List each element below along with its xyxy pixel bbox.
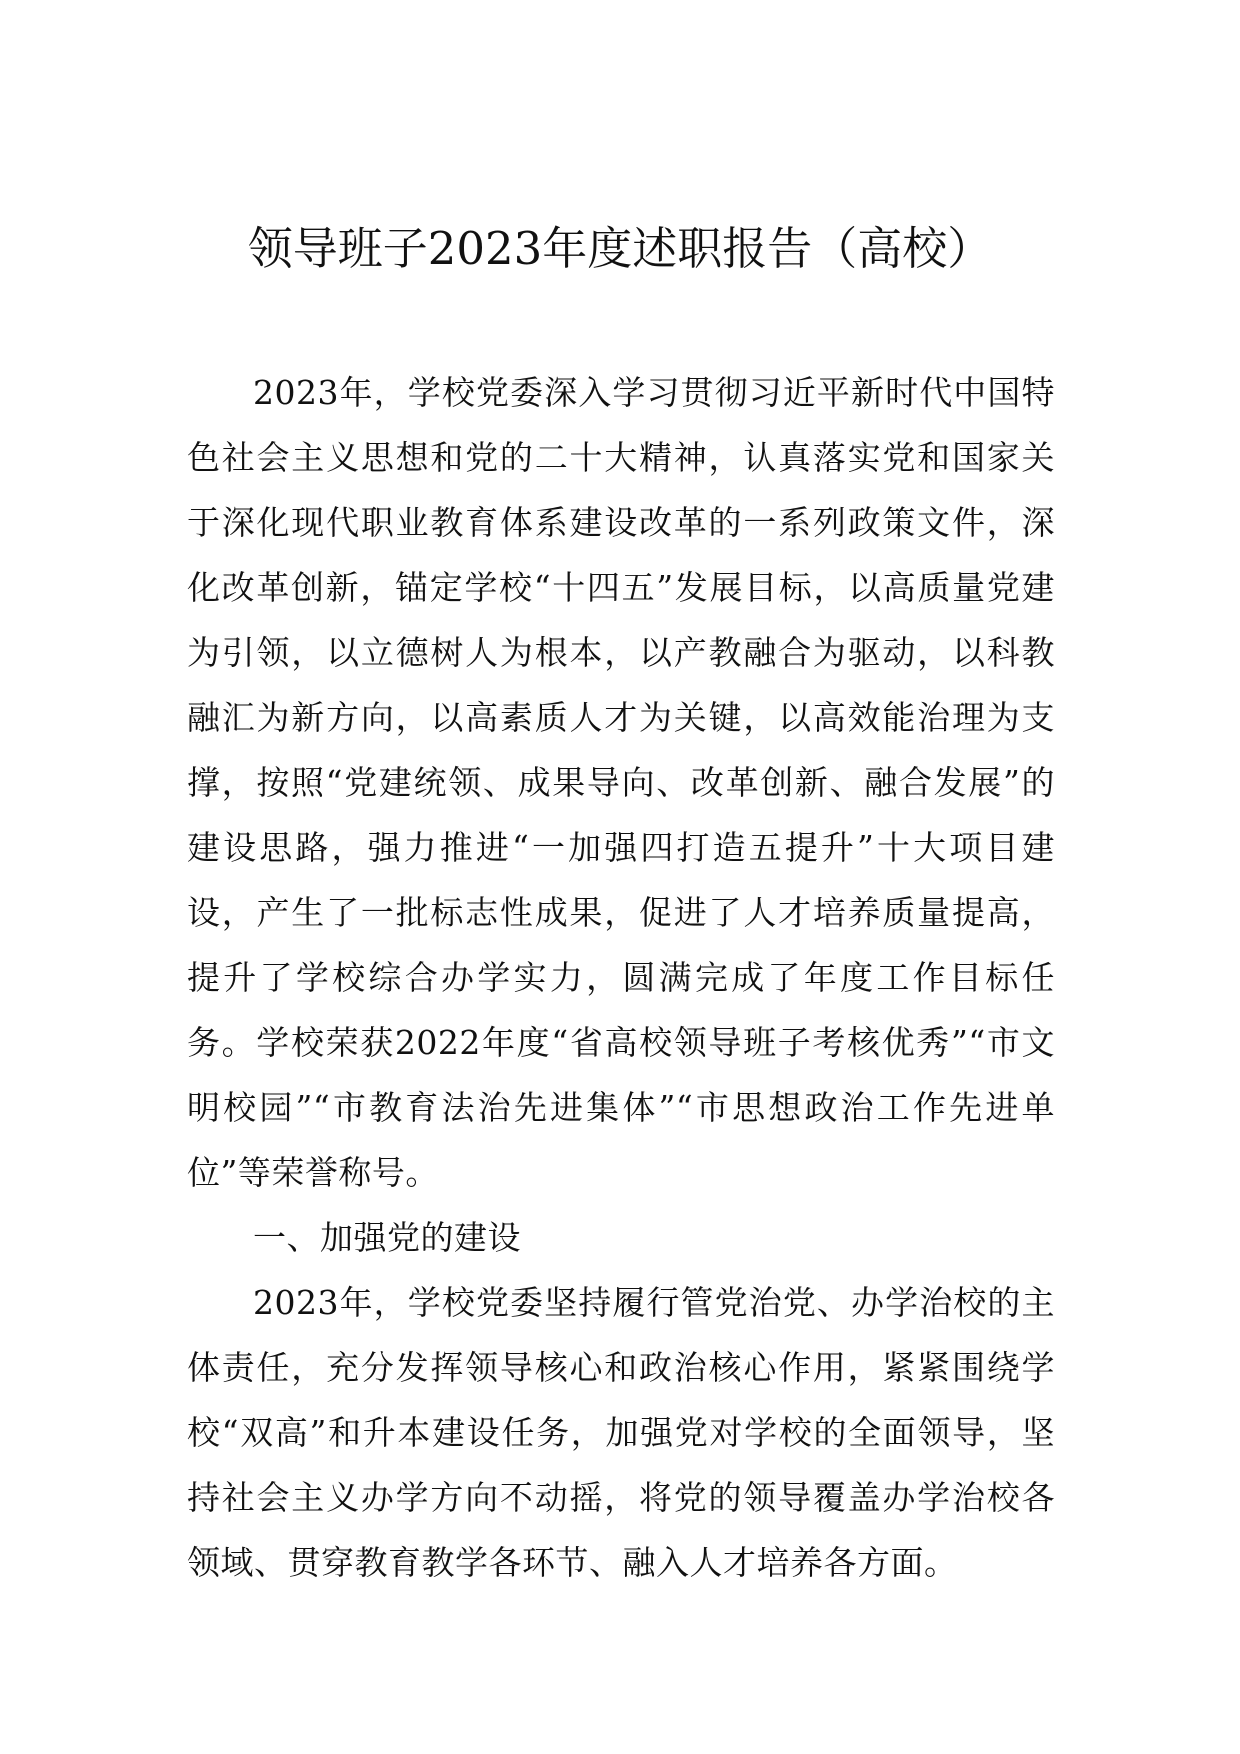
section-heading-1: 一、加强党的建设	[253, 1218, 521, 1257]
section-1-paragraph: 2023年，学校党委坚持履行管党治党、办学治校的主体责任，充分发挥领导核心和政治核心作用，紧紧围绕学校“双高”和升本建设任务，加强党对学校的全面领导，坚持社会主义办学方向不动摇，将党的领导覆盖办学治校各领域、贯穿教育教学各环节、融入人才培养各方面。	[187, 1283, 1055, 1582]
document-title: 领导班子2023年度述职报告（高校）	[247, 222, 993, 275]
document-body	[187, 360, 1055, 1595]
intro-paragraph: 2023年，学校党委深入学习贯彻习近平新时代中国特色社会主义思想和党的二十大精神，认真落实党和国家关于深化现代职业教育体系建设改革的一系列政策文件，深化改革创新，锚定学校“十四五”发展目标，以高质量党建为引领，以立德树人为根本，以产教融合为驱动，以科教融汇为新方向，以高素质人才为关键，以高效能治理为支撑，按照“党建统领、成果导向、改革创新、融合发展”的建设思路，强力推进“一加强四打造五提升”十大项目建设，产生了一批标志性成果，促进了人才培养质量提高，提升了学校综合办学实力，圆满完成了年度工作目标任务。学校荣获2022年度“省高校领导班子考核优秀”“市文明校园”“市教育法治先进集体”“市思想政治工作先进单位”等荣誉称号。	[187, 373, 1055, 1192]
